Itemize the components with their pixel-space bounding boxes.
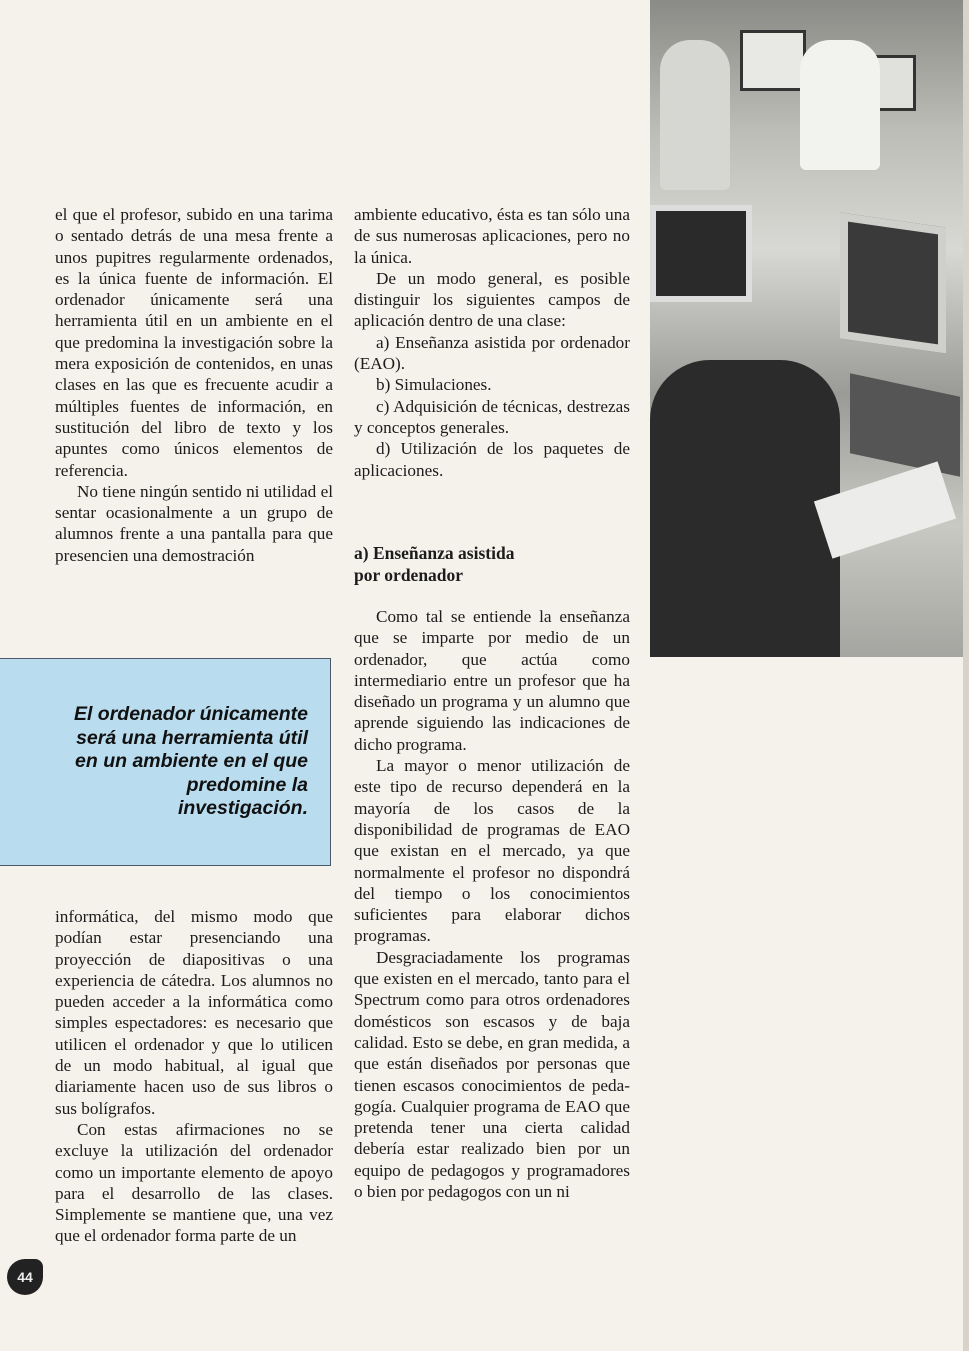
column-1-bottom [55,906,333,1247]
paragraph: informática, del mismo modo que podían estar presenciando una proyección de diapositivas o una experiencia de cátedra. Los alumnos no pueden acceder a la informática como simples espectadores: es necesario que utilicen el ordenador y que lo utilicen de un modo habitual, al igual que diariamente hacen uso de sus libros o sus bolígrafos. [55,907,333,1118]
pull-quote-line: en un ambiente en el que [75,750,308,772]
paragraph: d) Utilización de los paquetes de aplicaciones. [354,439,630,480]
monitor-shape [740,30,806,91]
paragraph: el que el profesor, subido en una tarima o sentado detrás de una mesa frente a unos pupitres regularmente ordenados, es la única fuente de información. El ordenador únicamente será una herramienta útil en un ambiente en el que predomina la investigación sobre la mera exposición de contenidos, en unas clases en las que es frecuente acudir a múltiples fuentes de información, en sustitución del libro de texto y los apuntes como únicos elementos de referencia. [55,205,333,480]
paragraph: La mayor o menor utilización de este tipo de recurso dependerá en la mayoría de los casos de la disponibilidad de programas de EAO que existan en el mercado, ya que normalmente el profesor no dispondrá del tiempo o los conocimientos suficientes para elaborar dichos programas. [354,756,630,946]
paragraph: a) Enseñanza asistida por ordenador (EAO). [354,332,630,374]
paragraph: Como tal se entiende la enseñanza que se imparte por medio de un ordenador, que actúa como intermediario entre un profesor que ha diseñado un programa y un alumno que aprende siguiendo las indicaciones de dicho programa. [354,607,630,754]
paragraph: Desgraciadamente los programas que existen en el mercado, tanto para el Spectrum como para otros ordenadores domésticos son escasos y de baja calidad. Esto se debe, en gran medida, a que están diseñados por personas que tienen escasos conocimientos de pedagogía. Cualquier programa de EAO que pretenda tener una cierta calidad debería estar realizado bien por un equipo de pedagogos y programadores o bien por pedagogos con un ni [354,947,630,1202]
pull-quote-text [28,703,308,821]
column-2-top [354,204,630,481]
monitor-shape [650,205,752,302]
pull-quote-box [0,658,331,866]
paragraph: De un modo general, es posible distinguir los siguientes campos de aplicación dentro de una clase: [354,268,630,331]
student-shape [660,40,730,190]
paragraph: b) Simulaciones. [376,375,492,395]
column-1-top [55,204,333,566]
paragraph: Con estas afirmaciones no se excluye la utilización del ordenador como un importante elemento de apoyo para el desarrollo de las clases. Simplemente se mantiene que, una vez que el ordenador forma parte de un [55,1119,333,1246]
section-heading-line: a) Enseñanza asistida [354,543,515,563]
section-heading-line: por ordenador [354,565,464,585]
classroom-computers-photo [650,0,963,657]
page-edge [963,0,969,1351]
pull-quote-line: predomine la [186,773,308,796]
column-2-bottom [354,606,630,1202]
student-shape [800,40,880,170]
pull-quote-line: será una herramienta útil [76,726,308,749]
paragraph: c) Adquisición de técnicas, destrezas y conceptos generales. [354,396,630,437]
monitor-shape [840,213,946,354]
student-shape [650,360,840,657]
paragraph: ambiente educativo, ésta es tan sólo una de sus numerosas aplicaciones, pero no la única. [354,205,630,267]
paragraph: No tiene ningún sentido ni utilidad el sentar ocasionalmente a un grupo de alumnos frente a una pantalla para que presencien una demostración [55,481,333,565]
page-number-badge: 44 [7,1259,43,1295]
section-heading [354,542,630,586]
pull-quote-line: investigación. [177,797,308,819]
pull-quote-line: El ordenador únicamente [73,703,308,725]
keyboard-shape [850,373,960,476]
